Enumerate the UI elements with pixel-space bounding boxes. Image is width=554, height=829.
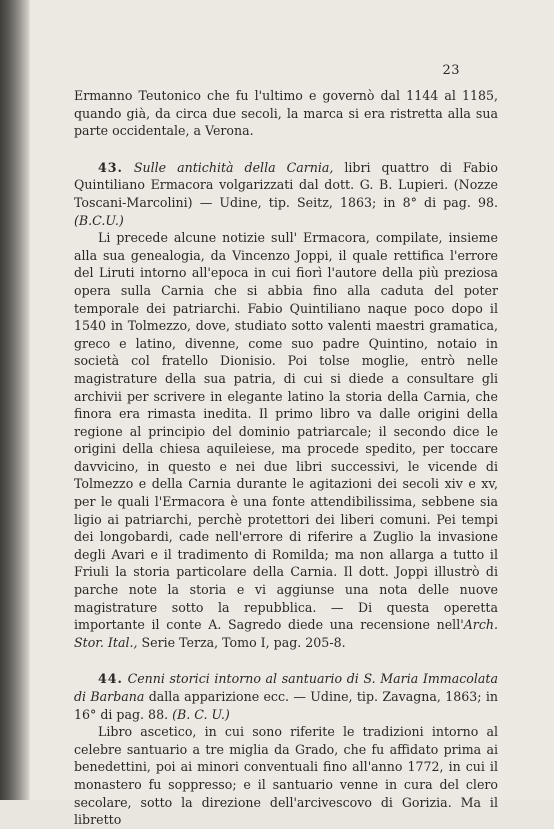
entry-44-number: 44.: [98, 671, 123, 687]
entry-44-title: Cenni storici intorno al santuario di S. Maria Immacolata di Barbana: [74, 671, 498, 704]
entry-43-journal: Arch. Stor. Ital.,: [74, 617, 498, 650]
entry-44-body: Libro ascetico, in cui sono riferite le tradizioni intorno al celebre santuario a tre miglia da Grado, che fu affidato prima ai benedettini, poi ai minori conventuali fino all'anno 1772, in cui il monastero fu soppresso; e il santuario venne in cura del clero secolare, sotto la direzione dell'arcivescovo di Gorizia. Ma il libretto: [74, 724, 498, 828]
entry-43-citation: libri quattro di Fabio Quintiliano Ermacora volgarizzati dal dott. G. B. Lupieri. (Nozze Toscani-Marcolini) — Udine, tip. Seitz, 1863; in 8° di pag. 98.: [74, 159, 498, 210]
book-page: [30, 0, 554, 828]
page-number: 23: [442, 63, 460, 78]
page-text: [74, 87, 498, 829]
book-spine-shadow: [0, 0, 30, 800]
entry-44-citation: dalla apparizione ecc. — Udine, tip. Zavagna, 1863; in 16° di pag. 88.: [74, 689, 498, 722]
entry-43-title: Sulle antichità della Carnia,: [133, 159, 334, 175]
entry-43-body-end: Serie Terza, Tomo I, pag. 205-8.: [137, 634, 346, 650]
entry-44-heading: [74, 670, 498, 723]
entry-43-heading: [74, 159, 498, 229]
entry-43-source: (B.C.U.): [74, 212, 124, 228]
entry-43-body: [74, 229, 498, 651]
intro-paragraph: Ermanno Teutonico che fu l'ultimo e governò dal 1144 al 1185, quando già, da circa due secoli, la marca si era ristretta alla sua parte occidentale, a Verona.: [74, 88, 498, 139]
entry-44-source: (B. C. U.): [172, 706, 230, 722]
entry-43-number: 43.: [98, 159, 123, 175]
entry-43-body-text: Li precede alcune notizie sull' Ermacora, compilate, insieme alla sua genealogia, da Vincenzo Joppi, il quale rettifica l'errore del Liruti intorno all'epoca in cui fiorì l'autore della più preziosa opera sulla Carnia che si abbia fino alla caduta del poter temporale dei patriarchi. Fabio Quintiliano naque poco dopo il 1540 in Tolmezzo, dove, studiato sotto valenti maestri gramatica, greco e latino, divenne, come suo padre Quintino, notaio in società col fratello Dionisio. Poi tolse moglie, entrò nelle magistrature della sua patria, di cui si diede a consultare gli archivii per scrivere in elegante latino la storia della Carnia, che finora era rimasta inedita. Il primo libro va dalle origini della regione al principio del dominio patriarcale; il secondo dice le origini della chiesa aquileiese, ma procede spedito, per toccare davvicino, in questo e nei due libri successivi, le vicende di Tolmezzo e della Carnia durante le agitazioni dei secoli xiv e xv, per le quali l'Ermacora è una fonte attendibilissima, sebbene sia ligio ai patriarchi, perchè protettori dei liberi comuni. Pei tempi dei longobardi, cade nell'errore di riferire a Zuglio la invasione degli Avari e il tradimento di Romilda; ma non allarga a tutto il Friuli la storia particolare della Carnia. Il dott. Joppi illustrò di parche note la storia e vi aggiunse una nota delle nuove magistrature sotto la repubblica. — Di questa operetta importante il conte A. Sagredo diede una recensione nell': [74, 230, 498, 633]
